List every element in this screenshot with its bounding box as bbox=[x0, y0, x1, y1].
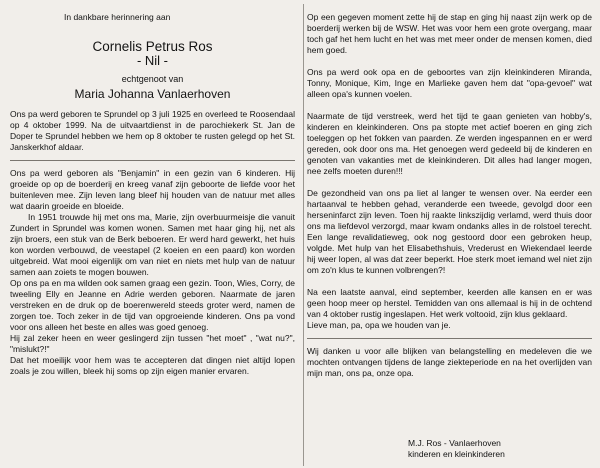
intro-line: In dankbare herinnering aan bbox=[64, 12, 171, 22]
left-column bbox=[10, 12, 295, 377]
deceased-name: Cornelis Petrus Ros bbox=[92, 39, 213, 54]
section-divider bbox=[10, 160, 295, 161]
section-divider-right bbox=[307, 338, 592, 339]
signature-line-1: M.J. Ros - Vanlaerhoven bbox=[408, 438, 501, 448]
thanks-text: Wij danken u voor alle blijken van belangstelling en medeleven die we mochten ontvangen tijdens de lange ziekteperiode en na het overlijden van mijn man, ons pa, onze opa. bbox=[307, 346, 592, 378]
fold-line bbox=[303, 4, 304, 466]
biography-paragraph-9: De gezondheid van ons pa liet al langer te wensen over. Na eerder een hartaanval te hebben gehad, veranderde een tweede, gevolgd door een herseninfarct zijn leven. Toen hij raakte linkszijdig verlamd, werd thuis door ons ma liefdevol verzorgd, maar kwam ondanks alles in de rolstoel terecht. Een lange revalidatieweg, ook nog gestoord door een gebroken heup, volgde. Met hulp van het Elisabethshuis, Vrederust en Wiekendael leerde hij weer lopen, al was dat zeer beperkt. Hoe sterk moet iemand wel niet zijn om zo'n klus te kunnen volbrengen?! bbox=[307, 188, 592, 275]
announcement-text: Ons pa werd geboren te Sprundel op 3 juli 1925 en overleed te Roosendaal op 4 oktober 1999. Na de uitvaartdienst in de parochiekerk St. Jan de Doper te Sprundel hebben we hem op 8 oktober te rusten gelegd op het St. Janskerkhof aldaar. bbox=[10, 109, 295, 152]
nickname: - Nil - bbox=[136, 53, 169, 68]
biography-paragraph-1: Ons pa werd geboren als "Benjamin" in een gezin van 6 kinderen. Hij groeide op op de boerderij en kreeg vanaf zijn geboorte de liefde voor het buitenleven mee. Zijn leven lang bleef hij houden van de natuur met alles wat daarin groeide en bloeide. bbox=[10, 168, 295, 211]
biography-paragraph-3: Op ons pa en ma wilden ook samen graag een gezin. Toon, Wies, Corry, de tweeling Elly en Jeanne en Adrie werden geboren. Naarmate de jaren verstreken en de druk op de boerenwereld steeds groter werd, namen de zorgen toe. Toch zeker in de tijd van opgroeiende kinderen. Ons pa vond voor ons alleen het beste en alles was goed genoeg. bbox=[10, 278, 295, 332]
farewell-line: Lieve man, pa, opa we houden van je. bbox=[307, 320, 451, 330]
biography-paragraph-4: Hij zal zeker heen en weer geslingerd zijn tussen "het moet" , "wat nu?", "mislukt?!" bbox=[10, 333, 295, 354]
biography-paragraph-6: Op een gegeven moment zette hij de stap en ging hij naast zijn werk op de boerderij werken bij de WSW. Het was voor hem een grote overgang, maar toch gaf het hem lucht en het was met meer onder de mensen komen, died hem goed. bbox=[307, 12, 592, 55]
biography-paragraph-2: In 1951 trouwde hij met ons ma, Marie, zijn overbuurmeisje die vanuit Zundert in Sprundel was komen wonen. Samen met haar ging hij, net als zijn broers, een stuk van de Berk beboeren. Er werd hard gewerkt, het huis kon worden verbouwd, de veestapel (2 koeien en een paard) kon worden uitgebreid. Wat mooi eigenlijk om van niet en niets met hulp van de natuur samen aan zoiets te mogen bouwen. bbox=[10, 212, 295, 277]
biography-paragraph-7: Ons pa werd ook opa en de geboortes van zijn kleinkinderen Miranda, Tonny, Monique, Kim, Inge en Marlieke gaven hem dat "opa-gevoel" wat alleen opa's kunnen voelen. bbox=[307, 67, 592, 99]
signature-block bbox=[408, 438, 505, 460]
spouse-name: Maria Johanna Vanlaerhoven bbox=[74, 87, 231, 101]
biography-paragraph-8: Naarmate de tijd verstreek, werd het tijd te gaan genieten van hobby's, kinderen en kleinkinderen. Ons pa stopte met actief boeren en ging zich toeleggen op het fokken van paarden. Ze werden ingespannen en er werd gereden, ook door ons ma. Het genoegen werd gedeeld bij de kinderen en genoten van vakanties met de kleinkinderen. Dit alles had langer mogen, nee zelfs moeten duren!!! bbox=[307, 111, 592, 176]
spouse-label: echtgenoot van bbox=[121, 74, 184, 84]
biography-paragraph-5: Dat het moeilijk voor hem was te accepteren dat dingen niet altijd lopen zoals je zou willen, bleek hij soms op zijn eigen manier ervaren. bbox=[10, 355, 295, 376]
biography-paragraph-10: Na een laatste aanval, eind september, keerden alle kansen en er was geen hoop meer op herstel. Temidden van ons allemaal is hij in de ochtend van 4 oktober rustig ingeslapen. Het werk voltooid, zijn klus geklaard. bbox=[307, 287, 592, 319]
signature-line-2: kinderen en kleinkinderen bbox=[408, 449, 505, 459]
right-column bbox=[307, 12, 592, 379]
